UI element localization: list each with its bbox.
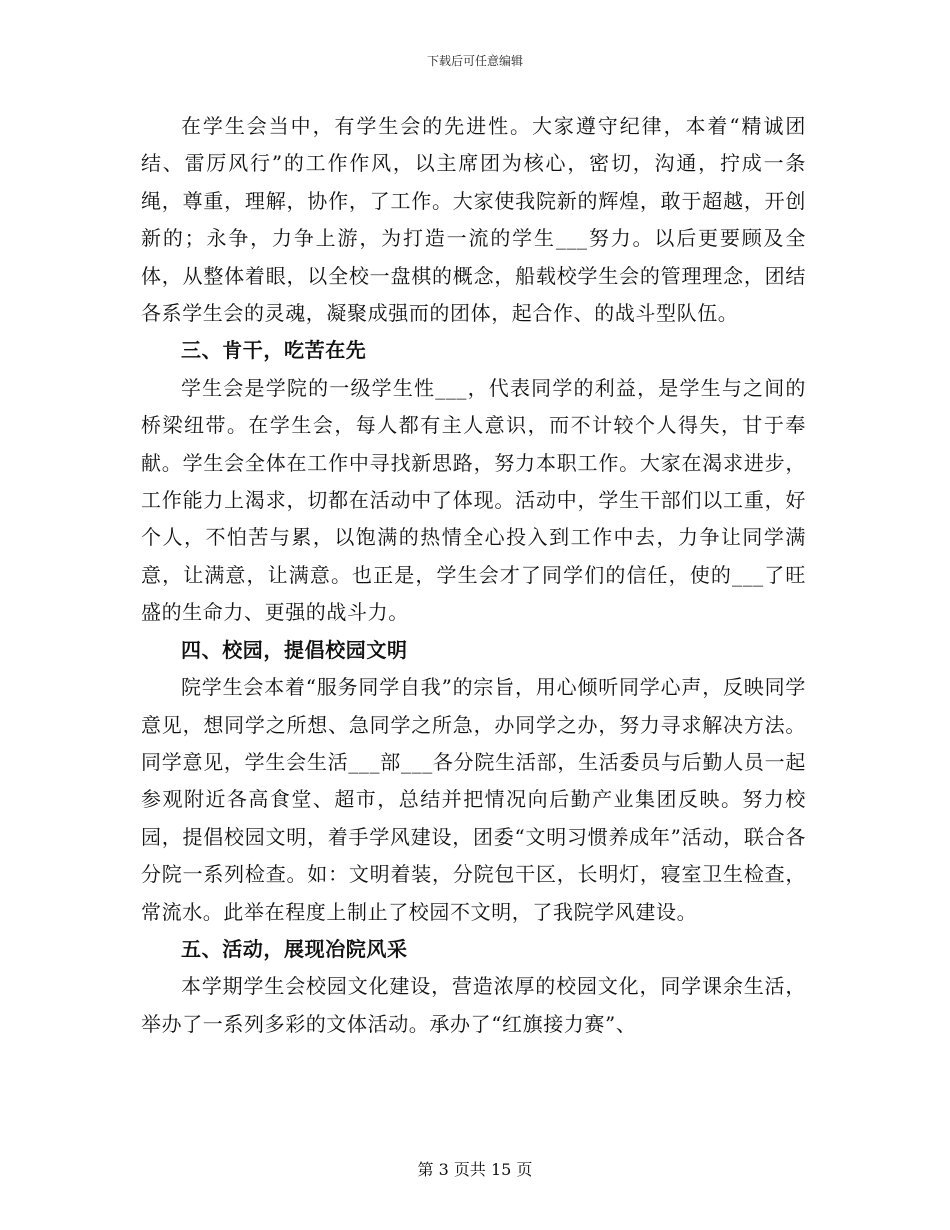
section-heading-5: 五、活动，展现冶院风采 (181, 936, 408, 961)
paragraph-3: 院学生会本着“服务同学自我”的宗旨，用心倾听同学心声，反映同学意见，想同学之所想、急同学之所急，办同学之办，努力寻求解决方法。同学意见，学生会生活___部___各分院生活部，生活委员与后勤人员一起参观附近各高食堂、超市，总结并把情况向后勤产业集团反映。努力校园，提倡校园文明，着手学风建设，团委“文明习惯养成年”活动，联合各分院一系列检查。如：文明着装，分院包干区，长明灯，寝室卫生检查，常流水。此举在程度上制止了校园不文明，了我院学风建设。 (141, 675, 806, 924)
section-heading-3: 三、肯干，吃苦在先 (181, 338, 367, 363)
section-heading-4: 四、校园，提倡校园文明 (181, 637, 408, 662)
page-footer: 第 3 页共 15 页 (417, 1160, 533, 1179)
document-body (141, 108, 806, 1043)
paragraph-4: 本学期学生会校园文化建设，营造浓厚的校园文化，同学课余生活，举办了一系列多彩的文体活动。承办了“红旗接力赛”、 (141, 974, 806, 1036)
paragraph-1: 在学生会当中，有学生会的先进性。大家遵守纪律，本着“精诚团结、雷厉风行”的工作作风，以主席团为核心，密切，沟通，拧成一条绳，尊重，理解，协作，了工作。大家使我院新的辉煌，敢于超越，开创新的；永争，力争上游，为打造一流的学生___努力。以后更要顾及全体，从整体着眼，以全校一盘棋的概念，船载校学生会的管理理念，团结各系学生会的灵魂，凝聚成强而的团体，起合作、的战斗型队伍。 (141, 114, 806, 326)
paragraph-2: 学生会是学院的一级学生性___，代表同学的利益，是学生与之间的桥梁纽带。在学生会，每人都有主人意识，而不计较个人得失，甘于奉献。学生会全体在工作中寻找新思路，努力本职工作。大家在渴求进步，工作能力上渴求，切都在活动中了体现。活动中，学生干部们以工重，好个人，不怕苦与累，以饱满的热情全心投入到工作中去，力争让同学满意，让满意，让满意。也正是，学生会才了同学们的信任，使的___了旺盛的生命力、更强的战斗力。 (141, 375, 806, 625)
page-header: 下载后可任意编辑 (426, 54, 523, 68)
